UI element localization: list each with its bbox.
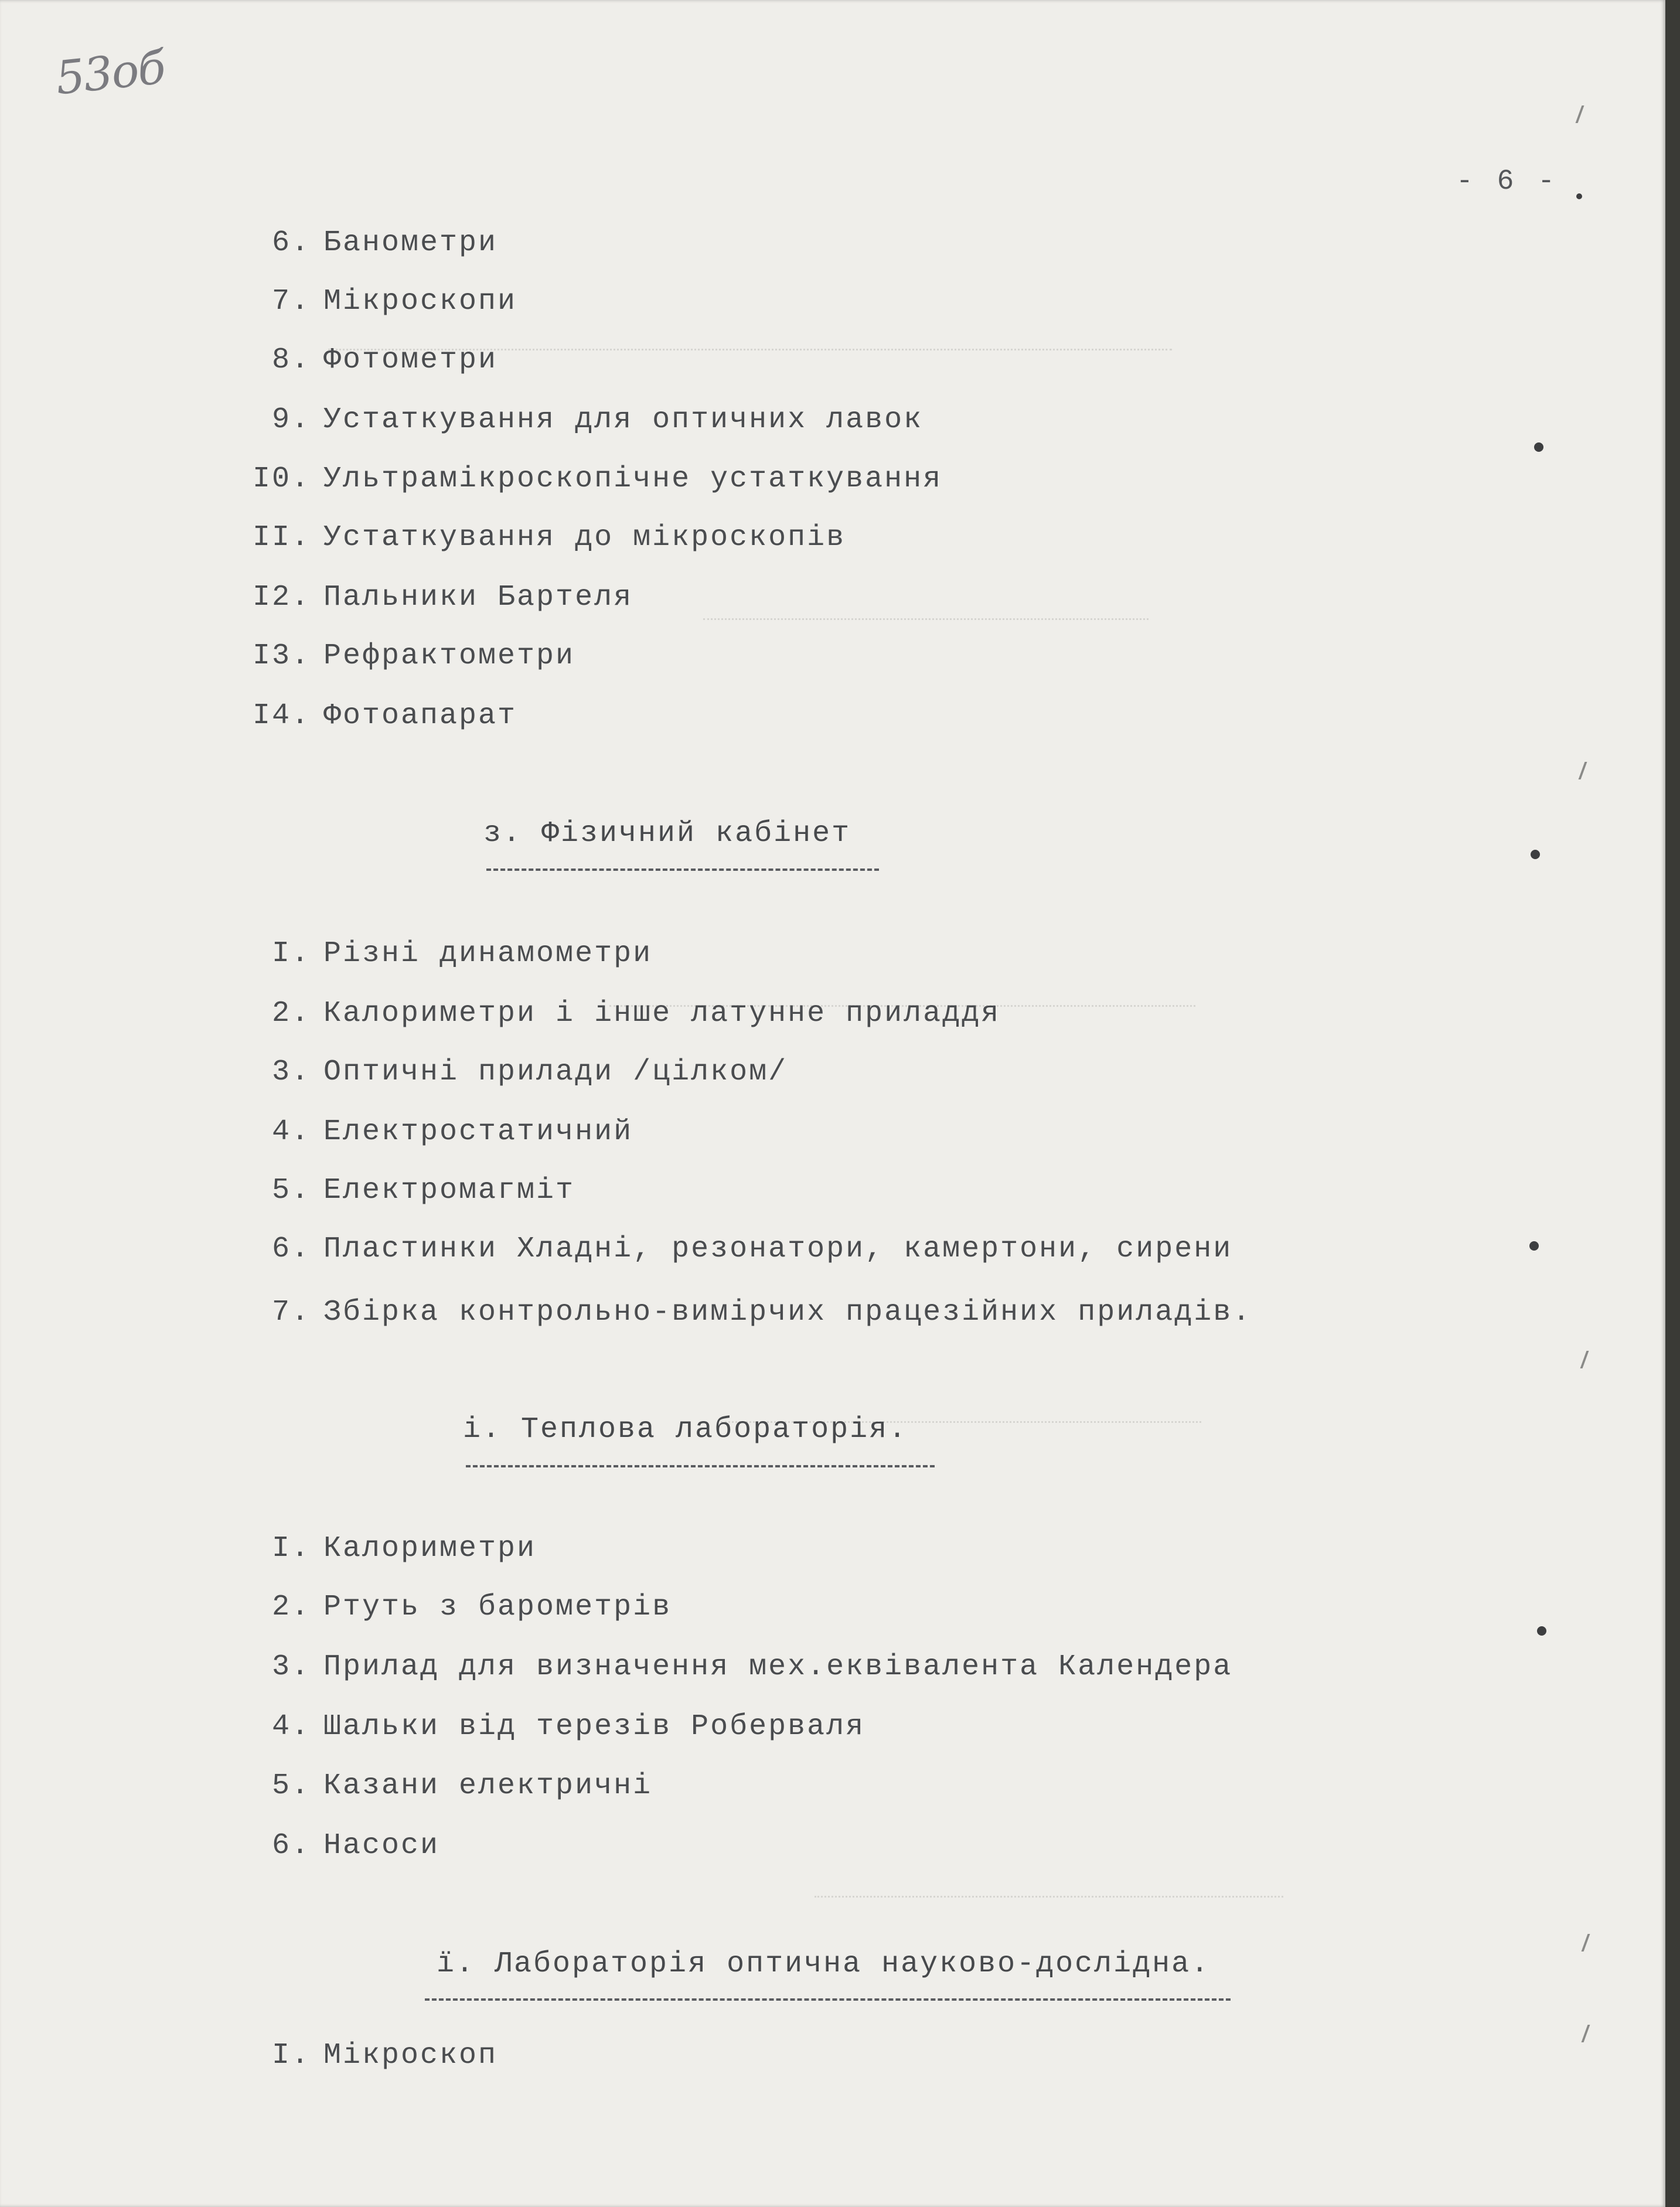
list-item: 6. Пластинки Хладні, резонатори, камертони, сирени	[271, 1232, 1233, 1266]
ink-mark	[1537, 1626, 1546, 1636]
section-heading: і. Теплова лабораторія.	[463, 1413, 908, 1446]
ink-mark	[1534, 442, 1543, 452]
page-number: - 6 -	[1456, 166, 1559, 197]
list-item: II. Устаткування до мікроскопів	[252, 521, 846, 554]
heading-underline	[466, 1465, 935, 1467]
list-item: 6. Насоси	[271, 1829, 440, 1862]
list-item: I4. Фотоапарат	[252, 699, 517, 733]
scan-edge	[1665, 0, 1680, 2207]
list-item: 4. Шальки від терезів Роберваля	[271, 1710, 865, 1743]
handwritten-folio-note: 53об	[53, 41, 168, 105]
ink-mark	[1576, 193, 1582, 199]
list-item: 6. Банометри	[271, 226, 498, 260]
list-item: 3. Оптичні прилади /цілком/	[271, 1055, 788, 1089]
heading-underline	[486, 869, 879, 871]
show-through-line	[703, 618, 1149, 620]
list-item: I3. Рефрактометри	[252, 639, 575, 673]
list-item: I0. Ультрамікроскопічне устаткування	[252, 462, 943, 496]
section-heading: з. Фізичний кабінет	[483, 817, 851, 850]
section-heading: ї. Лабораторія оптична науково-дослідна.	[437, 1947, 1211, 1981]
list-item: 2. Ртуть з барометрів	[271, 1590, 672, 1624]
list-item: 4. Електростатичний	[271, 1115, 633, 1149]
list-item: 3. Прилад для визначення мех.еквівалента Календера	[271, 1650, 1233, 1684]
list-item: I. Калориметри	[271, 1532, 537, 1565]
list-item: 2. Калориметри і інше латунне приладдя	[271, 997, 1001, 1030]
list-item: I. Різні динамометри	[271, 937, 653, 970]
ink-mark	[1531, 850, 1540, 859]
show-through-line	[815, 1896, 1283, 1898]
list-item: I. Мікроскоп	[271, 2039, 498, 2072]
list-item: 5. Казани електричні	[271, 1769, 653, 1803]
heading-underline	[425, 1998, 1231, 2001]
ink-mark	[1529, 1241, 1539, 1251]
list-item: 9. Устаткування для оптичних лавок	[271, 403, 924, 437]
list-item: I2. Пальники Бартеля	[252, 581, 633, 614]
list-item: 8. Фотометри	[271, 343, 498, 377]
list-item: 7. Мікроскопи	[271, 285, 517, 318]
list-item: 7. Збірка контрольно-вимірчих працезійних приладів.	[271, 1296, 1252, 1329]
list-item: 5. Електромагміт	[271, 1174, 575, 1207]
